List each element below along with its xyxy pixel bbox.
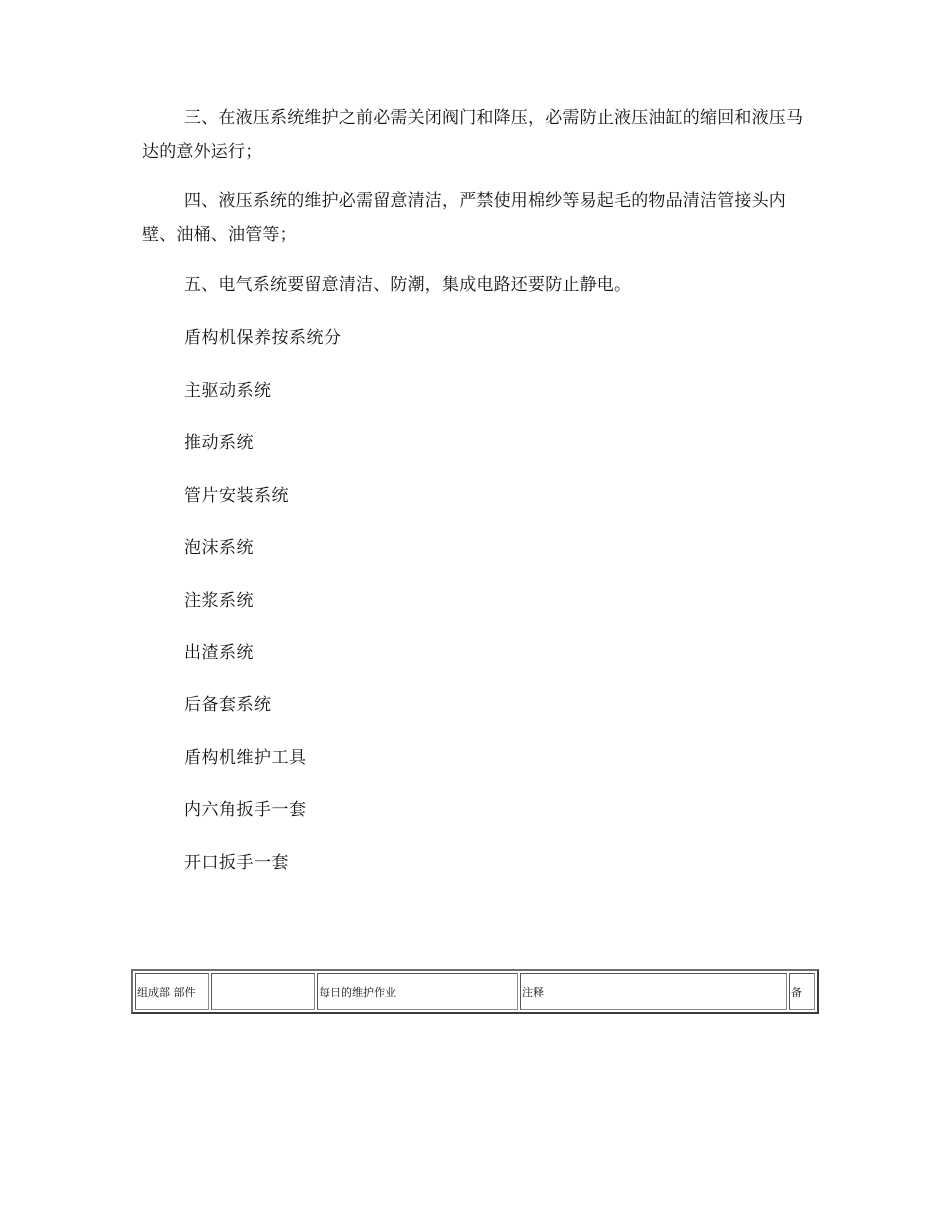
paragraph-electrical-system: 五、电气系统要留意清洁、防潮，集成电路还要防止静电。 (184, 275, 632, 295)
table-header-component: 组成部 部件 (135, 973, 209, 1010)
paragraph-hydraulic-cleanliness: 四、液压系统的维护必需留意清洁，严禁使用棉纱等易起毛的物品清洁管接头内壁、油桶、油管等； (142, 191, 786, 245)
list-item-foam: 泡沫系统 (184, 538, 254, 558)
table-header-daily-maintenance: 每日的维护作业 (317, 973, 518, 1010)
list-item-main-drive: 主驱动系统 (184, 381, 272, 401)
list-item-grouting: 注浆系统 (184, 591, 254, 611)
table-header-empty (211, 973, 315, 1010)
table-header-row (135, 973, 815, 1010)
list-item-backup-system: 后备套系统 (184, 695, 272, 715)
maintenance-table (131, 969, 819, 1014)
table-header-notes: 注释 (520, 973, 787, 1010)
table-header-remarks: 备 (789, 973, 815, 1010)
list-item-maintenance-by-system: 盾构机保养按系统分 (184, 328, 342, 348)
list-item-hex-wrench-set: 内六角扳手一套 (184, 800, 307, 820)
list-item-maintenance-tools: 盾构机维护工具 (184, 748, 307, 768)
list-item-segment-erector: 管片安装系统 (184, 486, 289, 506)
paragraph-hydraulic-depressurize: 三、在液压系统维护之前必需关闭阀门和降压，必需防止液压油缸的缩回和液压马达的意外运行； (142, 108, 804, 162)
list-item-muck-removal: 出渣系统 (184, 643, 254, 663)
list-item-open-wrench-set: 开口扳手一套 (184, 853, 289, 873)
list-item-thrust: 推动系统 (184, 433, 254, 453)
